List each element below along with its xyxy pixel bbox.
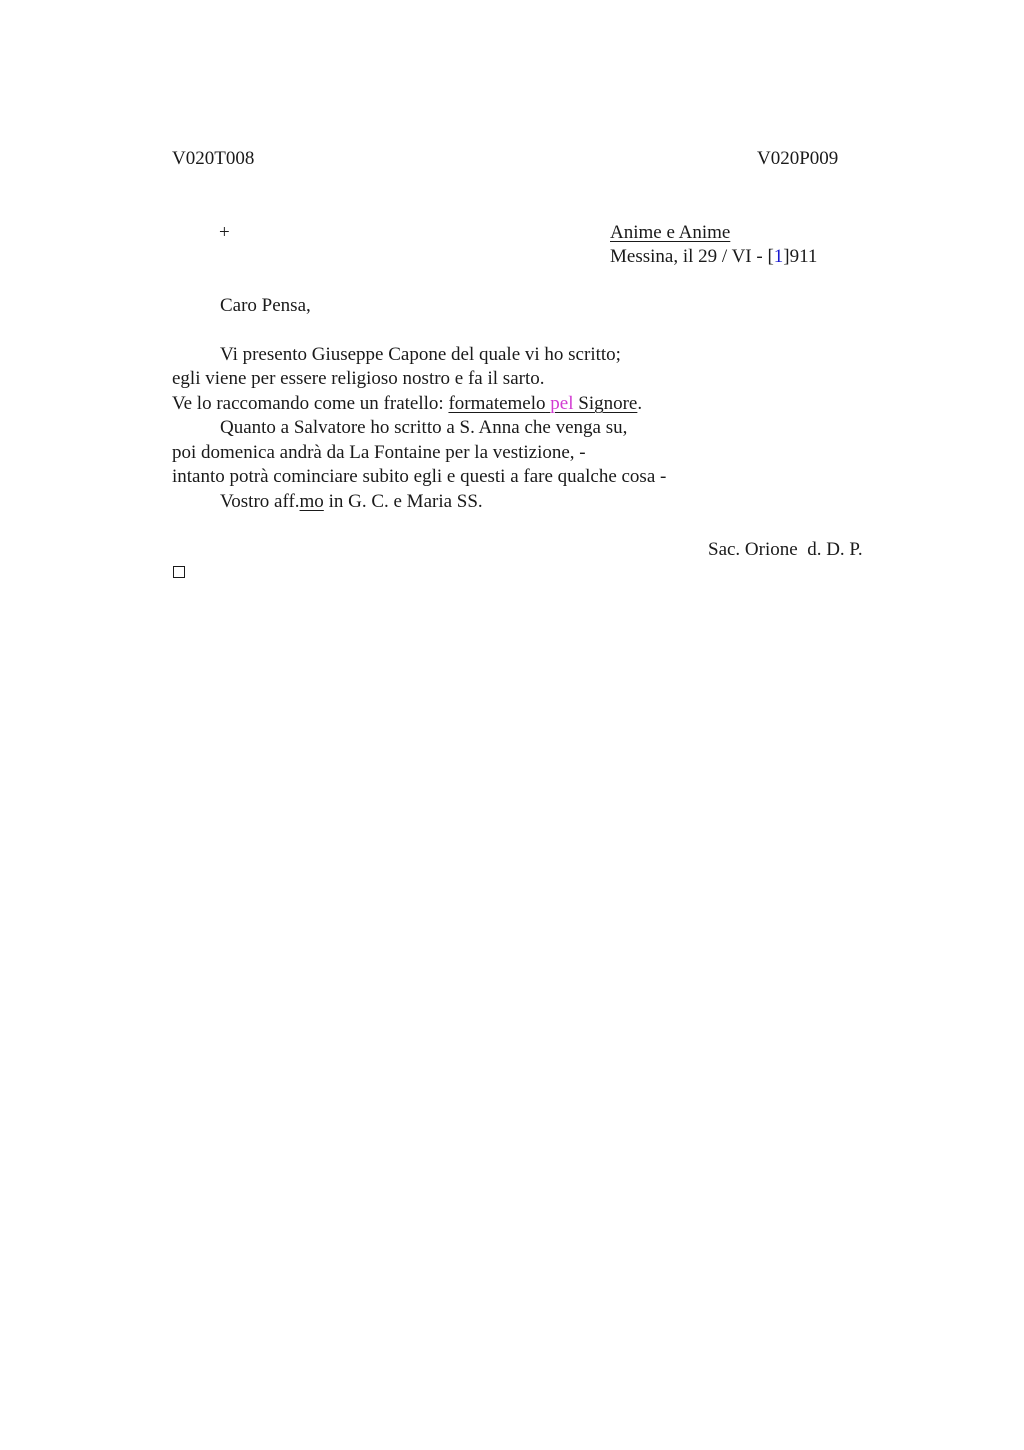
end-of-document-square-icon [173,566,185,578]
body-line [172,394,642,413]
underlined-word: Signore [573,393,638,414]
body-line-prefix: Ve lo raccomando come un fratello: [172,393,449,414]
underlined-phrase [448,393,637,414]
body-line: intanto potrà cominciare subito egli e questi a fare qualche cosa - [172,466,667,487]
editorial-word: pel [550,393,574,414]
date-suffix: ]911 [783,246,818,267]
body-line: poi domenica andrà da La Fontaine per la vestizione, - [172,442,586,463]
letter-date [610,247,817,266]
cross-mark: + [219,222,230,243]
document-code-left: V020T008 [172,148,255,169]
closing-abbreviation: mo [299,491,324,512]
body-line: Quanto a Salvatore ho scritto a S. Anna che venga su, [220,417,628,438]
salutation: Caro Pensa, [220,295,311,316]
closing-prefix: Vostro aff. [220,491,300,512]
date-prefix: Messina, il 29 / VI - [ [610,246,774,267]
date-inserted-digit: 1 [773,246,784,267]
signature: Sac. Orione d. D. P. [708,539,863,560]
body-line: egli viene per essere religioso nostro e fa il sarto. [172,368,545,389]
underlined-word: formatemelo [448,393,546,414]
closing-suffix: in G. C. e Maria SS. [323,491,483,512]
closing-line [220,492,483,511]
document-code-right: V020P009 [757,148,839,169]
motto: Anime e Anime [610,222,731,243]
body-line: Vi presento Giuseppe Capone del quale vi ho scritto; [220,344,621,365]
body-line-end: . [637,393,643,414]
